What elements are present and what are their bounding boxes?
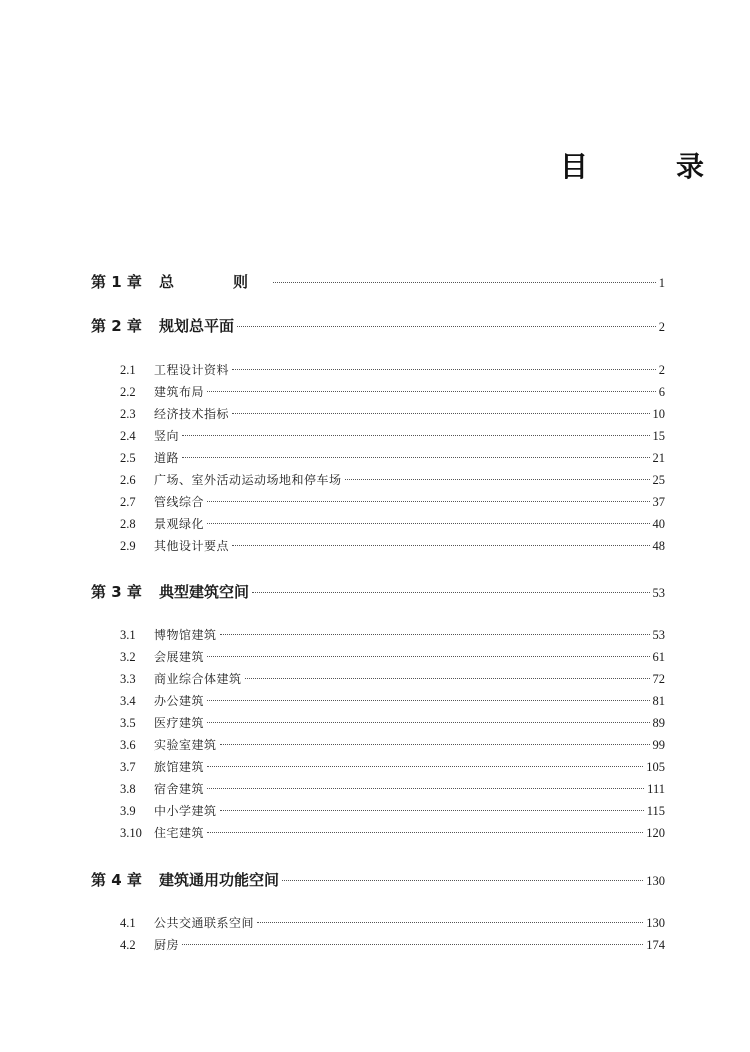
- page-number: 81: [652, 694, 665, 708]
- section-number: 3.7: [120, 760, 136, 774]
- page-number: 120: [646, 826, 665, 840]
- toc-chapter-2[interactable]: [91, 315, 665, 336]
- toc-section[interactable]: [120, 405, 665, 422]
- dot-leader: [207, 832, 643, 833]
- toc-section[interactable]: [120, 936, 665, 953]
- section-title: 厨房: [154, 938, 180, 952]
- dot-leader: [282, 880, 643, 881]
- chapter-number: 第 3 章: [91, 583, 142, 601]
- toc-chapter-1[interactable]: [91, 271, 665, 292]
- page-number: 2: [658, 320, 665, 334]
- toc-section[interactable]: [120, 471, 665, 488]
- section-number: 4.1: [120, 916, 136, 930]
- toc-section[interactable]: [120, 427, 665, 444]
- page-number: 53: [652, 628, 665, 642]
- toc-chapter-4[interactable]: [91, 869, 665, 890]
- dot-leader: [182, 435, 649, 436]
- dot-leader: [232, 369, 656, 370]
- section-title: 办公建筑: [154, 694, 205, 708]
- section-number: 3.3: [120, 672, 136, 686]
- page-number: 2: [658, 363, 665, 377]
- section-number: 2.5: [120, 451, 136, 465]
- dot-leader: [207, 501, 649, 502]
- section-title: 中小学建筑: [154, 804, 217, 818]
- toc-section[interactable]: [120, 626, 665, 643]
- section-title: 医疗建筑: [154, 716, 205, 730]
- page-number: 99: [652, 738, 665, 752]
- toc-section[interactable]: [120, 914, 665, 931]
- dot-leader: [207, 788, 644, 789]
- section-number: 3.8: [120, 782, 136, 796]
- section-title: 住宅建筑: [154, 826, 205, 840]
- toc-chapter-3[interactable]: [91, 581, 665, 602]
- toc-section[interactable]: [120, 670, 665, 687]
- section-title: 其他设计要点: [154, 539, 230, 553]
- toc-section[interactable]: [120, 824, 665, 841]
- section-title: 博物馆建筑: [154, 628, 217, 642]
- dot-leader: [220, 634, 650, 635]
- section-title: 经济技术指标: [154, 407, 230, 421]
- section-title: 管线综合: [154, 495, 205, 509]
- page-number: 37: [652, 495, 665, 509]
- section-title: 实验室建筑: [154, 738, 217, 752]
- section-number: 2.3: [120, 407, 136, 421]
- toc-section[interactable]: [120, 449, 665, 466]
- dot-leader: [182, 944, 643, 945]
- page-number: 130: [646, 874, 665, 888]
- toc-section[interactable]: [120, 802, 665, 819]
- section-title: 旅馆建筑: [154, 760, 205, 774]
- section-number: 4.2: [120, 938, 136, 952]
- dot-leader: [220, 810, 644, 811]
- section-number: 2.7: [120, 495, 136, 509]
- toc-section[interactable]: [120, 537, 665, 554]
- toc-section[interactable]: [120, 692, 665, 709]
- chapter-title: 典型建筑空间: [159, 583, 250, 601]
- section-number: 2.6: [120, 473, 136, 487]
- section-number: 2.9: [120, 539, 136, 553]
- section-number: 3.2: [120, 650, 136, 664]
- page-number: 72: [652, 672, 665, 686]
- dot-leader: [207, 722, 649, 723]
- section-title: 公共交通联系空间: [154, 916, 255, 930]
- page-number: 10: [652, 407, 665, 421]
- chapter-title: 总 则: [159, 273, 271, 291]
- toc-section[interactable]: [120, 736, 665, 753]
- section-number: 3.10: [120, 826, 142, 840]
- dot-leader: [232, 545, 649, 546]
- section-number: 3.6: [120, 738, 136, 752]
- dot-leader: [207, 391, 656, 392]
- section-number: 3.5: [120, 716, 136, 730]
- page-number: 89: [652, 716, 665, 730]
- section-title: 会展建筑: [154, 650, 205, 664]
- page-number: 130: [646, 916, 665, 930]
- page-number: 25: [652, 473, 665, 487]
- dot-leader: [207, 766, 643, 767]
- chapter-number: 第 1 章: [91, 273, 142, 291]
- page-number: 115: [646, 804, 665, 818]
- section-title: 建筑布局: [154, 385, 205, 399]
- section-title: 道路: [154, 451, 180, 465]
- section-number: 3.1: [120, 628, 136, 642]
- section-title: 宿舍建筑: [154, 782, 205, 796]
- dot-leader: [245, 678, 650, 679]
- section-title: 工程设计资料: [154, 363, 230, 377]
- dot-leader: [232, 413, 649, 414]
- section-number: 2.4: [120, 429, 136, 443]
- page-number: 40: [652, 517, 665, 531]
- toc-section[interactable]: [120, 714, 665, 731]
- page-number: 111: [647, 782, 665, 796]
- page-number: 6: [658, 385, 665, 399]
- section-title: 广场、室外活动运动场地和停车场: [154, 473, 342, 487]
- dot-leader: [252, 592, 649, 593]
- dot-leader: [345, 479, 650, 480]
- page-number: 21: [652, 451, 665, 465]
- chapter-number: 第 4 章: [91, 871, 142, 889]
- toc-section[interactable]: [120, 493, 665, 510]
- section-number: 2.1: [120, 363, 136, 377]
- page-number: 15: [652, 429, 665, 443]
- page-number: 61: [652, 650, 665, 664]
- dot-leader: [220, 744, 650, 745]
- chapter-number: 第 2 章: [91, 317, 142, 335]
- toc-section[interactable]: [120, 758, 665, 775]
- section-title: 商业综合体建筑: [154, 672, 242, 686]
- dot-leader: [207, 523, 649, 524]
- page-number: 105: [646, 760, 665, 774]
- toc-section[interactable]: [120, 383, 665, 400]
- dot-leader: [207, 656, 649, 657]
- toc-section[interactable]: [120, 515, 665, 532]
- section-number: 3.9: [120, 804, 136, 818]
- dot-leader: [237, 326, 656, 327]
- section-number: 2.8: [120, 517, 136, 531]
- page-title: 目 录: [560, 150, 735, 183]
- section-number: 2.2: [120, 385, 136, 399]
- dot-leader: [207, 700, 649, 701]
- chapter-title: 规划总平面: [159, 317, 235, 335]
- dot-leader: [182, 457, 649, 458]
- toc-section[interactable]: [120, 361, 665, 378]
- page-number: 53: [652, 586, 665, 600]
- section-number: 3.4: [120, 694, 136, 708]
- page-number: 1: [658, 276, 665, 290]
- chapter-title: 建筑通用功能空间: [159, 871, 280, 889]
- section-title: 景观绿化: [154, 517, 205, 531]
- toc-section[interactable]: [120, 780, 665, 797]
- dot-leader: [273, 282, 656, 283]
- page-number: 174: [646, 938, 665, 952]
- section-title: 竖向: [154, 429, 180, 443]
- page-number: 48: [652, 539, 665, 553]
- toc-section[interactable]: [120, 648, 665, 665]
- dot-leader: [257, 922, 643, 923]
